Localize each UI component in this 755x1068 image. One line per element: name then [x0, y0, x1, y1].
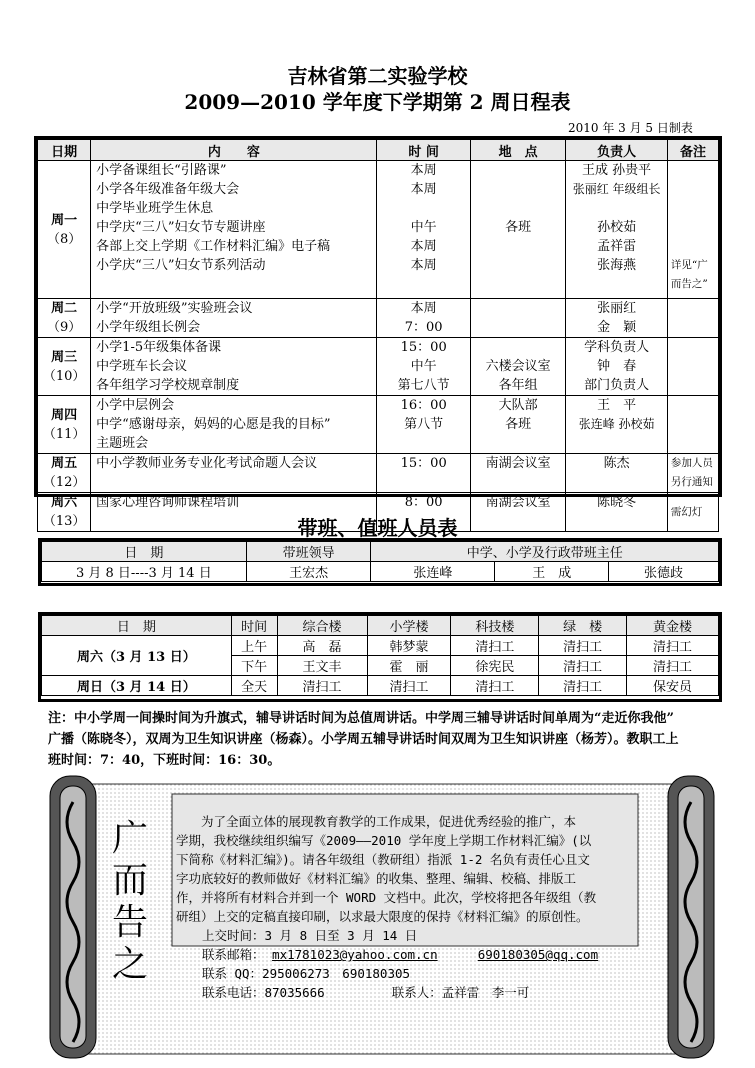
schedule-person: 王 平 [597, 398, 637, 413]
schedule-place-cell [470, 161, 565, 299]
clean-sun-label: 周日（3 月 14 日） [42, 676, 232, 696]
duty-col-date: 日 期 [42, 542, 247, 562]
made-date: 2010 年 3 月 5 日制表 [568, 121, 693, 135]
ad-line: 学期，我校继续组织编写《2009——2010 学年度上学期工作材料汇编》(以 [176, 833, 592, 848]
clean-col-time: 时间 [231, 616, 277, 636]
schedule-day [38, 299, 91, 338]
duty-leader: 王宏杰 [246, 562, 371, 582]
clean-cell: 保安员 [627, 676, 719, 696]
schedule-time-cell [377, 396, 470, 454]
schedule-item: 国家心理咨询师课程培训 [96, 495, 240, 510]
schedule-place: 各年组 [498, 378, 538, 393]
schedule-time: 16：00 [400, 398, 447, 413]
ad-email-row [176, 945, 636, 964]
schedule-place [471, 237, 565, 256]
ad-scroll [30, 772, 730, 1064]
duty-col-leader: 带班领导 [246, 542, 371, 562]
schedule-person: 张海燕 [597, 258, 637, 273]
ad-phone: 联系电话：87035666 [202, 985, 325, 1000]
schedule-item: 中小学教师业务专业化考试命题人会议 [96, 456, 318, 471]
footnote-line: 班时间：7：40，下班时间：16：30。 [48, 753, 281, 768]
duty-teacher: 张德歧 [609, 562, 719, 582]
schedule-item: 中学庆“三八”妇女节专题讲座 [96, 220, 266, 235]
day-number: （10） [42, 368, 86, 384]
schedule-day [38, 161, 91, 299]
day-number: （11） [42, 426, 86, 442]
col-note: 备注 [667, 140, 718, 161]
day-name: 周四 [51, 407, 78, 423]
schedule-person: 部门负责人 [584, 378, 650, 393]
schedule-row [38, 454, 719, 493]
schedule-item: 小学各年级准备年级大会 [96, 182, 240, 197]
schedule-item: 中学“感谢母亲，妈妈的心愿是我的目标” [96, 417, 331, 432]
schedule-place-cell [470, 299, 565, 338]
schedule-time: 本周 [410, 258, 437, 273]
schedule-time: 本周 [410, 301, 437, 316]
clean-col-building: 小学楼 [367, 616, 451, 636]
schedule-time: 中午 [410, 359, 437, 374]
day-name: 周三 [51, 349, 78, 365]
footnote-line: 广播（陈晓冬），双周为卫生知识讲座（杨森）。小学周五辅导讲话时间双周为卫生知识讲座（杨芳）。教职工上 [48, 732, 679, 747]
schedule-time [377, 434, 469, 453]
schedule-item-cell [91, 454, 377, 493]
schedule-day [38, 338, 91, 396]
schedule-time: 中午 [410, 220, 437, 235]
schedule-person: 陈杰 [603, 456, 630, 471]
schedule-person [566, 199, 667, 218]
schedule-person-cell [566, 161, 668, 299]
clean-cell: 霍 丽 [367, 656, 451, 676]
schedule-person: 钟 春 [597, 359, 637, 374]
schedule-item: 中学毕业班学生休息 [96, 201, 214, 216]
schedule-table [37, 139, 719, 532]
clean-time: 全天 [231, 676, 277, 696]
schedule-note: 需幻灯 [670, 505, 703, 518]
schedule-note-cell [667, 454, 718, 493]
schedule-item: 小学备课组长“引路课” [96, 163, 227, 178]
schedule-person: 金 颖 [597, 320, 637, 335]
ad-heading-char: 而 [112, 860, 149, 901]
page-title: 2009—2010 学年度下学期第 2 周日程表 [184, 90, 571, 114]
ad-email-label: 联系邮箱： [202, 947, 265, 962]
schedule-item: 中学班车长会议 [96, 359, 188, 374]
clean-cell: 清扫工 [539, 656, 627, 676]
clean-sat-label: 周六（3 月 13 日） [42, 636, 232, 676]
schedule-time: 15：00 [400, 456, 447, 471]
ad-line: 作，并将所有材料合并到一个 WORD 文档中。此次，学校将把各年级组（教 [176, 890, 597, 905]
schedule-place: 六楼会议室 [485, 359, 551, 374]
schedule-note-cell [667, 299, 718, 338]
clean-col-building: 科技楼 [451, 616, 539, 636]
schedule-time: 第七八节 [397, 378, 450, 393]
duty-date: 3 月 8 日----3 月 14 日 [42, 562, 247, 582]
schedule-time [377, 199, 469, 218]
schedule-time-cell [377, 454, 470, 493]
schedule-row [38, 338, 719, 396]
footnote [48, 708, 728, 771]
schedule-person: 张丽红 年级组长 [572, 182, 661, 196]
schedule-place [471, 199, 565, 218]
schedule-item: 小学1-5年级集体备课 [96, 340, 222, 355]
schedule-place [471, 161, 565, 180]
ad-line: 研组）上交的定稿直接印刷，以求最大限度的保持《材料汇编》的原创性。 [176, 909, 589, 924]
ad-line: 下简称《材料汇编》)。请各年级组（教研组）指派 1-2 名负有责任心且文 [176, 852, 590, 867]
schedule-note-cell [667, 161, 718, 299]
schedule-note: 另行通知 [670, 476, 713, 488]
schedule-time: 15：00 [400, 340, 447, 355]
clean-cell: 清扫工 [539, 636, 627, 656]
schedule-person-cell [566, 396, 668, 454]
schedule-place: 南湖会议室 [485, 495, 551, 510]
schedule-place [471, 180, 565, 199]
schedule-time: 8：00 [404, 495, 443, 510]
clean-cell: 清扫工 [451, 676, 539, 696]
col-date: 日期 [38, 140, 91, 161]
ad-line: 字功底较好的教师做好《材料汇编》的收集、整理、编辑、校稿、排版工 [176, 871, 577, 886]
schedule-time-cell [377, 161, 470, 299]
schedule-item-cell [91, 161, 377, 299]
schedule-place [471, 256, 565, 275]
ad-phone-row [176, 983, 636, 1002]
clean-col-building: 综合楼 [277, 616, 367, 636]
day-number: （8） [46, 231, 82, 247]
schedule-item-cell [91, 299, 377, 338]
schedule-person [566, 434, 667, 453]
schedule-person: 张丽红 [597, 301, 637, 316]
schedule-person: 孟祥雷 [597, 239, 637, 254]
schedule-day [38, 454, 91, 493]
clean-time: 上午 [231, 636, 277, 656]
duty-col-teachers: 中学、小学及行政带班主任 [371, 542, 719, 562]
schedule-place [471, 338, 565, 357]
schedule-note: 详见“广 [670, 259, 708, 271]
clean-cell: 清扫工 [451, 636, 539, 656]
schedule-time: 本周 [410, 239, 437, 254]
day-name: 周二 [51, 301, 78, 316]
schedule-row [38, 161, 719, 299]
schedule-time: 本周 [410, 182, 437, 197]
schedule-place: 南湖会议室 [485, 456, 551, 471]
schedule-note-cell [667, 338, 718, 396]
schedule-note: 参加人员 [670, 457, 713, 469]
ad-email-link[interactable]: mx1781023@yahoo.com.cn [272, 947, 438, 962]
schedule-place [471, 434, 565, 453]
clean-cell: 清扫工 [277, 676, 367, 696]
duty-title: 带班、值班人员表 [297, 516, 458, 540]
schedule-item: 小学中层例会 [96, 398, 175, 413]
schedule-place: 各班 [505, 417, 532, 432]
col-time: 时 间 [377, 140, 470, 161]
schedule-person: 王成 孙贵平 [582, 163, 652, 178]
schedule-place-cell [470, 454, 565, 493]
schedule-person: 陈晓冬 [597, 495, 637, 510]
schedule-time: 7：00 [404, 320, 443, 335]
col-content: 内 容 [91, 140, 377, 161]
schedule-time: 第八节 [404, 417, 444, 432]
clean-col-building: 黄金楼 [627, 616, 719, 636]
day-number: （13） [42, 514, 86, 529]
schedule-row [38, 299, 719, 338]
ad-heading-char: 之 [112, 944, 149, 985]
clean-cell: 清扫工 [627, 636, 719, 656]
clean-col-date: 日 期 [42, 616, 232, 636]
schedule-place: 大队部 [498, 398, 538, 413]
schedule-item-cell [91, 338, 377, 396]
schedule-item: 小学“开放班级”实验班会议 [96, 301, 253, 316]
schedule-person: 学科负责人 [584, 340, 650, 355]
ad-qq: 联系 QQ：295006273 690180305 [202, 966, 411, 981]
schedule-person-cell [566, 454, 668, 493]
duty-table [41, 541, 719, 582]
clean-time: 下午 [231, 656, 277, 676]
ad-heading-char: 告 [112, 902, 149, 943]
ad-email-link[interactable]: 690180305@qq.com [477, 947, 599, 962]
school-name: 吉林省第二实验学校 [287, 64, 468, 88]
day-name: 周一 [51, 212, 78, 228]
ad-line: 为了全面立体的展现教育教学的工作成果，促进优秀经验的推广，本 [176, 814, 577, 829]
duty-teacher: 张连峰 [371, 562, 495, 582]
schedule-place: 各班 [505, 220, 532, 235]
schedule-place [471, 299, 565, 318]
clean-cell: 清扫工 [539, 676, 627, 696]
schedule-person: 孙校茹 [597, 220, 637, 235]
schedule-time-cell [377, 338, 470, 396]
schedule-row [38, 396, 719, 454]
clean-cell: 清扫工 [627, 656, 719, 676]
day-number: （12） [42, 475, 86, 490]
schedule-item-cell [91, 396, 377, 454]
clean-cell: 徐宪民 [451, 656, 539, 676]
schedule-place-cell [470, 396, 565, 454]
schedule-person-cell [566, 299, 668, 338]
cleaning-frame [38, 612, 722, 702]
schedule-item: 小学年级组长例会 [96, 320, 201, 335]
schedule-place-cell [470, 338, 565, 396]
col-place: 地 点 [470, 140, 565, 161]
clean-cell: 王文丰 [277, 656, 367, 676]
schedule-time-cell [377, 299, 470, 338]
clean-cell: 高 磊 [277, 636, 367, 656]
schedule-day [38, 396, 91, 454]
schedule-item: 小学庆“三八”妇女节系列活动 [96, 258, 266, 273]
clean-cell: 清扫工 [367, 676, 451, 696]
duty-teacher: 王 成 [495, 562, 609, 582]
clean-cell: 韩梦蒙 [367, 636, 451, 656]
day-number: （9） [46, 320, 82, 335]
ad-submit-time: 上交时间：3 月 8 日至 3 月 14 日 [202, 928, 418, 943]
cleaning-table [41, 615, 719, 696]
col-person: 负责人 [566, 140, 668, 161]
ad-contact: 联系人：孟祥雷 李一可 [391, 985, 530, 1000]
schedule-time: 本周 [410, 163, 437, 178]
schedule-item: 主题班会 [96, 436, 149, 451]
ad-heading [112, 818, 162, 986]
schedule-person-cell [566, 338, 668, 396]
schedule-item: 各部上交上学期《工作材料汇编》电子稿 [96, 239, 331, 254]
schedule-note: 而告之” [670, 278, 708, 290]
schedule-note-cell [667, 396, 718, 454]
day-name: 周五 [51, 456, 78, 471]
duty-frame [38, 538, 722, 586]
clean-col-building: 绿 楼 [539, 616, 627, 636]
ad-heading-char: 广 [112, 818, 149, 859]
schedule-item: 各年组学习学校规章制度 [96, 378, 240, 393]
ad-body [176, 812, 636, 1002]
schedule-person: 张连峰 孙校茹 [578, 417, 655, 431]
schedule-place [471, 318, 565, 337]
day-name: 周六 [51, 495, 78, 510]
footnote-line: 注：中小学周一间操时间为升旗式，辅导讲话时间为总值周讲话。中学周三辅导讲话时间单周为“走近你我他” [48, 711, 674, 726]
